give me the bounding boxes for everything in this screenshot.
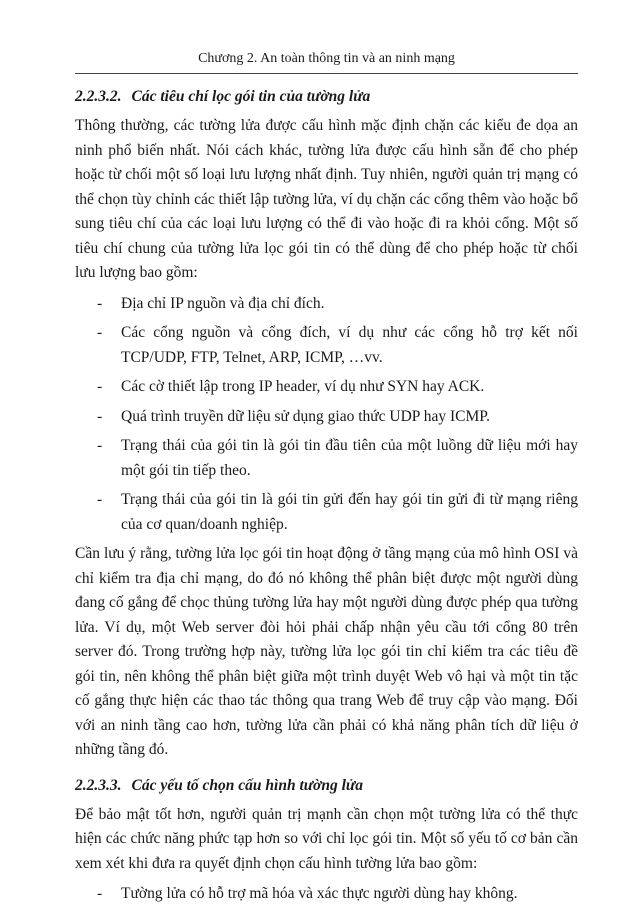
section-heading-2-2-3-3 [75, 777, 578, 795]
section-number: 2.2.3.3. [75, 776, 122, 794]
list-item [75, 321, 578, 370]
list-marker: - [97, 324, 103, 341]
list-marker: - [97, 437, 103, 454]
section-title: Các yếu tố chọn cấu hình tường lửa [131, 776, 363, 794]
criteria-list [75, 292, 578, 538]
list-item-text: Trạng thái của gói tin là gói tin đầu tiên của một luồng dữ liệu mới hay một gói tin tiếp theo. [121, 437, 578, 479]
page-header: Chương 2. An toàn thông tin và an ninh mạng [75, 0, 578, 74]
list-marker: - [97, 491, 103, 508]
list-item-text: Các cổng nguồn và cổng đích, ví dụ như các cổng hỗ trợ kết nối TCP/UDP, FTP, Telnet, ARP, ICMP, …vv. [121, 324, 578, 366]
paragraph-intro: Thông thường, các tường lửa được cấu hình mặc định chặn các kiểu đe dọa an ninh phổ biến nhất. Nói cách khác, tường lửa được cấu hình sẵn để cho phép hoặc từ chối một số loại lưu lượng nhất định. Tuy nhiên, người quản trị mạng có thể chọn tùy chỉnh các thiết lập tường lửa, ví dụ chặn các cổng thêm vào hoặc bổ sung tiêu chí của các loại lưu lượng có thể đi vào hoặc đi ra khỏi cổng. Một số tiêu chí chung của tường lửa lọc gói tin có thể dùng để cho phép hoặc từ chối lưu lượng bao gồm: [75, 117, 578, 281]
paragraph-note: Cần lưu ý rằng, tường lửa lọc gói tin hoạt động ở tầng mạng của mô hình OSI và chỉ kiểm tra địa chỉ mạng, do đó nó không thể phân biệt được một người dùng đang cố gắng để chọc thủng tường lửa hay một người dùng được phép qua tường lửa. Ví dụ, một Web server đòi hỏi phải chấp nhận yêu cầu tới cổng 80 trên server đó. Trong trường hợp này, tường lửa lọc gói tin chỉ kiểm tra các tiêu đề gói tin, nên không thể phân biệt giữa một trình duyệt Web vô hại và một tin tặc cố gắng thực hiện các thao tác thông qua trang Web để truy cập vào mạng. Đối với an ninh tầng cao hơn, tường lửa cần phải có khả năng phân tích dữ liệu ở những tầng đó. [75, 545, 578, 758]
list-marker: - [97, 378, 103, 395]
list-item-text: Tường lửa có hỗ trợ mã hóa và xác thực người dùng hay không. [121, 885, 518, 902]
list-marker: - [97, 407, 103, 425]
list-item-text: Trạng thái của gói tin là gói tin gửi đến hay gói tin gửi đi từ mạng riêng của cơ quan/doanh nghiệp. [121, 491, 578, 533]
list-item-text: Quá trình truyền dữ liệu sử dụng giao thức UDP hay ICMP. [121, 407, 491, 425]
list-marker: - [97, 885, 103, 902]
list-item [75, 488, 578, 537]
list-item-text: Các cờ thiết lập trong IP header, ví dụ như SYN hay ACK. [121, 378, 485, 395]
list-item [75, 434, 578, 483]
section-heading-2-2-3-2 [75, 88, 578, 106]
paragraph-intro-2: Để bảo mật tốt hơn, người quản trị mạnh cần chọn một tường lửa có thể thực hiện các chức năng phức tạp hơn so với chỉ lọc gói tin. Một số yếu tố cơ bản cần xem xét khi đưa ra quyết định chọn cấu hình tường lửa bao gồm: [75, 805, 578, 872]
list-item [75, 375, 578, 400]
list-marker: - [97, 294, 103, 312]
section-title: Các tiêu chí lọc gói tin của tường lửa [131, 88, 371, 105]
list-item [75, 292, 578, 317]
list-item-text: Địa chỉ IP nguồn và địa chỉ đích. [121, 294, 325, 312]
section-number: 2.2.3.2. [75, 88, 122, 105]
list-item [75, 405, 578, 430]
